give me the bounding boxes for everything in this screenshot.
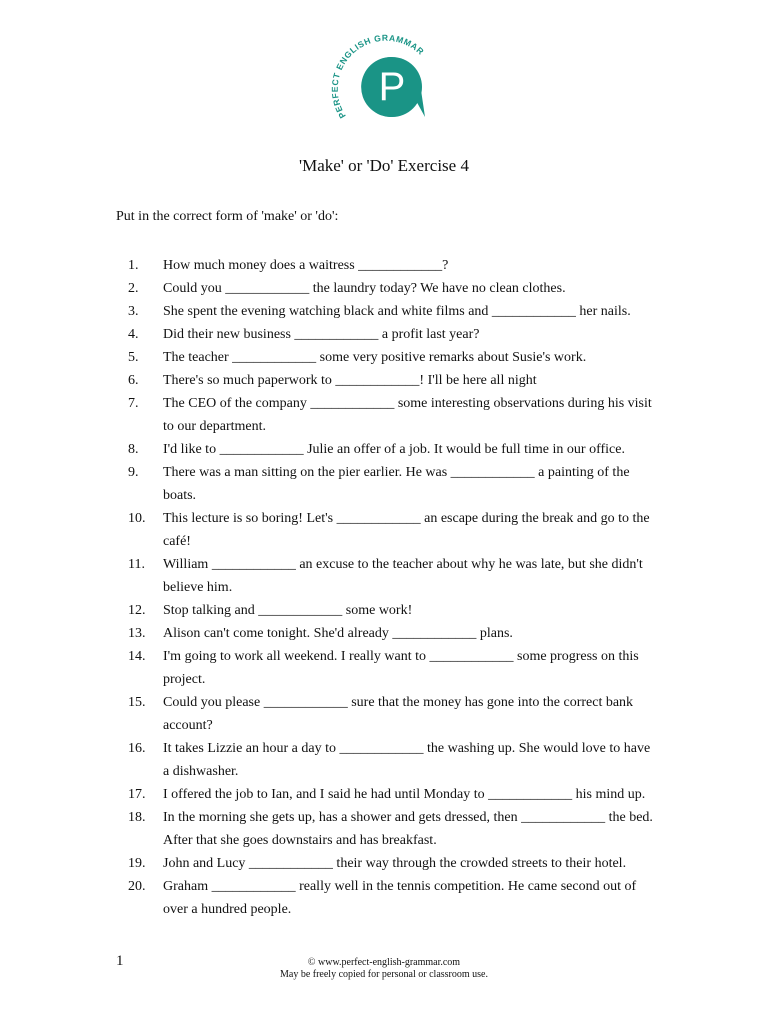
exercise-sentence: Alison can't come tonight. She'd already ____________ plans. — [163, 626, 513, 641]
footer-usage-note: May be freely copied for personal or classroom use. — [280, 969, 488, 980]
exercise-item — [128, 438, 658, 461]
page-title: 'Make' or 'Do' Exercise 4 — [299, 156, 469, 175]
exercise-number: 8. — [128, 442, 139, 457]
exercise-sentence: William ____________ an excuse to the teacher about why he was late, but she didn't believe him. — [163, 557, 643, 595]
perfect-english-grammar-logo — [330, 24, 440, 124]
exercise-item — [128, 599, 658, 622]
exercise-item — [128, 783, 658, 806]
logo-ring-text: PERFECT ENGLISH GRAMMAR — [330, 32, 427, 121]
exercise-number: 11. — [128, 557, 145, 572]
exercise-item — [128, 691, 658, 737]
exercise-number: 2. — [128, 281, 139, 296]
exercise-number: 4. — [128, 327, 139, 342]
exercise-number: 7. — [128, 396, 139, 411]
exercise-sentence: How much money does a waitress ____________? — [163, 258, 449, 273]
exercise-number: 15. — [128, 695, 146, 710]
exercise-sentence: It takes Lizzie an hour a day to ____________ the washing up. She would love to have a dishwasher. — [163, 741, 651, 779]
exercise-item — [128, 622, 658, 645]
exercise-sentence: The CEO of the company ____________ some interesting observations during his visit to our department. — [163, 396, 652, 434]
exercise-number: 19. — [128, 856, 146, 871]
exercise-number: 12. — [128, 603, 146, 618]
exercise-item — [128, 323, 658, 346]
exercise-number: 5. — [128, 350, 139, 365]
exercise-item — [128, 254, 658, 277]
exercise-item — [128, 277, 658, 300]
exercise-sentence: There's so much paperwork to ____________! I'll be here all night — [163, 373, 537, 388]
page-number: 1 — [116, 953, 124, 969]
exercise-item — [128, 852, 658, 875]
exercise-item — [128, 737, 658, 783]
exercise-item — [128, 300, 658, 323]
exercise-sentence: I'd like to ____________ Julie an offer of a job. It would be full time in our office. — [163, 442, 625, 457]
exercise-list — [128, 254, 658, 921]
exercise-sentence: Stop talking and ____________ some work! — [163, 603, 413, 618]
exercise-number: 14. — [128, 649, 146, 664]
exercise-number: 18. — [128, 810, 146, 825]
footer-copyright: © www.perfect-english-grammar.com — [307, 957, 461, 968]
exercise-number: 9. — [128, 465, 139, 480]
exercise-number: 1. — [128, 258, 139, 273]
exercise-number: 3. — [128, 304, 139, 319]
exercise-item — [128, 806, 658, 852]
exercise-item — [128, 346, 658, 369]
exercise-sentence: In the morning she gets up, has a shower and gets dressed, then ____________ the bed. After that she goes downstairs and has breakfast. — [163, 810, 653, 848]
exercise-sentence: This lecture is so boring! Let's ____________ an escape during the break and go to the café! — [163, 511, 650, 549]
exercise-number: 10. — [128, 511, 146, 526]
exercise-sentence: Could you ____________ the laundry today? We have no clean clothes. — [163, 281, 566, 296]
exercise-item — [128, 553, 658, 599]
exercise-number: 17. — [128, 787, 146, 802]
footer — [0, 957, 768, 981]
exercise-sentence: Did their new business ____________ a profit last year? — [163, 327, 480, 342]
exercise-sentence: The teacher ____________ some very positive remarks about Susie's work. — [163, 350, 587, 365]
exercise-number: 16. — [128, 741, 146, 756]
logo-letter: P — [378, 65, 406, 109]
exercise-item — [128, 369, 658, 392]
exercise-item — [128, 461, 658, 507]
exercise-item — [128, 392, 658, 438]
exercise-number: 20. — [128, 879, 146, 894]
exercise-sentence: She spent the evening watching black and white films and ____________ her nails. — [163, 304, 631, 319]
exercise-item — [128, 875, 658, 921]
exercise-sentence: John and Lucy ____________ their way through the crowded streets to their hotel. — [163, 856, 627, 871]
exercise-item — [128, 645, 658, 691]
exercise-sentence: Could you please ____________ sure that the money has gone into the correct bank account? — [163, 695, 634, 733]
exercise-sentence: I'm going to work all weekend. I really want to ____________ some progress on this project. — [163, 649, 639, 687]
exercise-sentence: I offered the job to Ian, and I said he had until Monday to ____________ his mind up. — [163, 787, 646, 802]
exercise-number: 13. — [128, 626, 146, 641]
exercise-sentence: There was a man sitting on the pier earlier. He was ____________ a painting of the boats. — [163, 465, 630, 503]
instruction-text: Put in the correct form of 'make' or 'do': — [116, 209, 339, 224]
exercise-item — [128, 507, 658, 553]
exercise-sentence: Graham ____________ really well in the tennis competition. He came second out of over a hundred people. — [163, 879, 637, 917]
exercise-number: 6. — [128, 373, 139, 388]
